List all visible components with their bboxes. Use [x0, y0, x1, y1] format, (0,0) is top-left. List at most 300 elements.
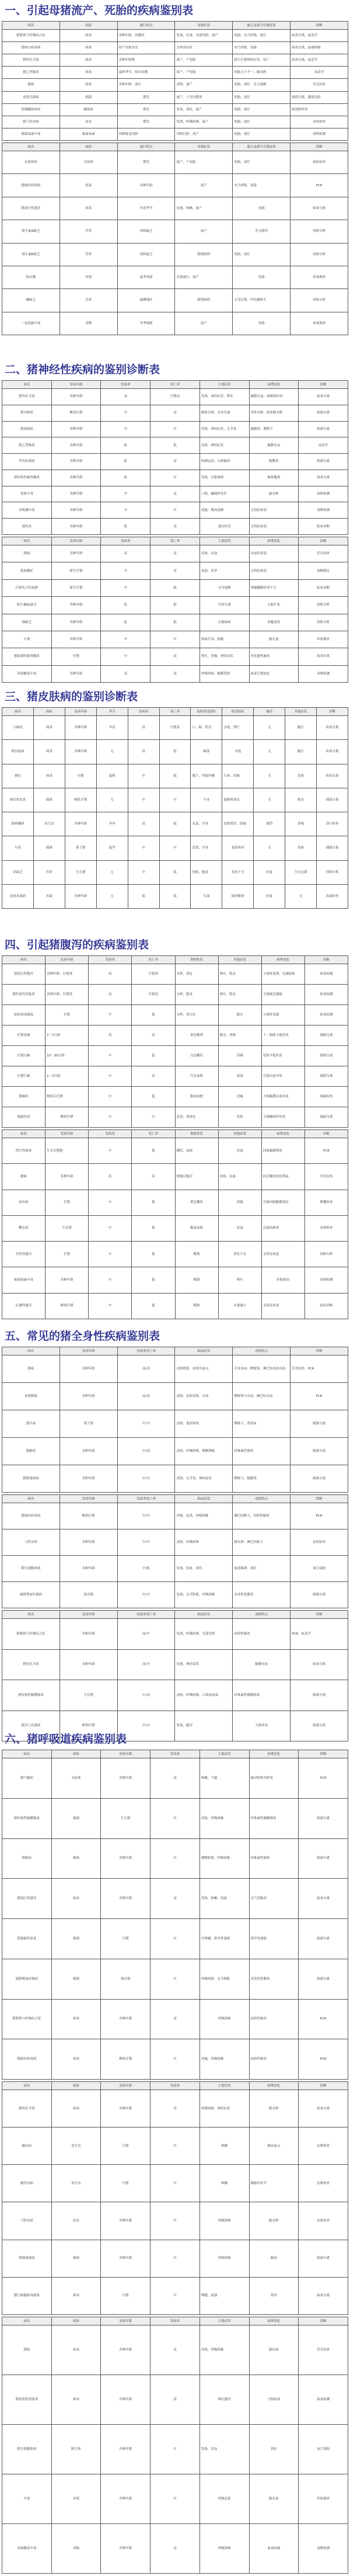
table-cell: 衣原体 [60, 151, 117, 174]
table-cell: 病毒 [51, 1999, 101, 2039]
disease-name-cell: 霉菌毒素中毒 [2, 1267, 46, 1293]
table-cell: 低 [150, 579, 200, 596]
table-cell: 1～7日龄 [46, 1025, 89, 1046]
column-header: 剖检特点 [233, 1495, 290, 1503]
table-header-row [2, 1347, 348, 1355]
table-cell: PCR [299, 1999, 348, 2039]
table-cell: 缺碘地区 [117, 289, 175, 312]
column-header: 发病年龄 [46, 956, 89, 964]
table-cell: 荧光抗体 [299, 545, 348, 562]
column-header: 发病年龄 [46, 1130, 89, 1138]
table-cell: 细菌分离 [317, 836, 348, 860]
table-cell: 冬春季节 [117, 197, 175, 220]
table-cell: 水样，黄色 [175, 964, 218, 985]
table-cell: 病毒 [51, 2277, 101, 2314]
table-cell: 无特征病变 [249, 502, 299, 519]
column-header: 主要症状 [200, 2082, 249, 2090]
table-row [2, 2524, 348, 2574]
table-cell: 细菌分离 [299, 421, 348, 437]
table-cell: 无 [96, 884, 128, 908]
table-cell: 散发 [117, 116, 175, 128]
table-row [2, 1798, 348, 1838]
table-row [2, 631, 348, 648]
table-cell: 营养 [60, 289, 117, 312]
table-cell: 中 [150, 502, 200, 519]
table-cell: 中 [150, 2202, 200, 2240]
table-cell: 贫血 [218, 1138, 261, 1164]
disease-name-cell: 猪链球菌病 [2, 2240, 52, 2277]
table-cell: 口渴，癫痫样发作 [200, 486, 249, 502]
table-cell: 中/中 [117, 1529, 175, 1556]
table-cell: 中 [101, 502, 150, 519]
table-cell: 四肢，腹部 [191, 860, 222, 884]
column-header: 发病率死亡率 [117, 1611, 175, 1619]
table-cell: 病毒分离 [299, 1879, 348, 1919]
table-row [2, 1138, 348, 1164]
disease-name-cell: 亚硝酸盐中毒 [2, 665, 52, 682]
table-cell: 剧烈 [254, 812, 285, 836]
table-cell: 大肠坏死 [233, 1711, 290, 1741]
table-cell: 仔猪 [101, 1919, 150, 1959]
table-row [2, 1005, 348, 1025]
table-cell: 高 [132, 1025, 175, 1046]
table-row [2, 579, 348, 596]
disease-name-cell: 附红细胞体病 [2, 1556, 60, 1582]
table-row [2, 1242, 348, 1267]
table-cell: 中 [101, 631, 150, 648]
table-row [2, 1556, 348, 1582]
table-cell: 细菌检查 [304, 1087, 348, 1107]
table-header-row [2, 1750, 348, 1758]
table-cell: 中 [150, 2277, 200, 2314]
table-row [2, 2325, 348, 2375]
table-cell: 高 [150, 2524, 200, 2574]
table-header-row [2, 143, 348, 151]
disease-name-cell: 仔猪红痢 [2, 1066, 46, 1087]
table-cell: 低 [132, 1267, 175, 1293]
table-cell: 血液呈酱油色 [249, 665, 299, 682]
disease-name-cell: 猪肺疫 [2, 1438, 60, 1465]
table-row [2, 405, 348, 421]
table-cell: 高热，呼吸困难 [200, 2325, 249, 2375]
disease-name-cell: 李氏杆菌病 [2, 454, 52, 470]
table-cell: 生长猪 [60, 1680, 117, 1711]
comparison-table [2, 2317, 348, 2574]
table-cell: 夏季 [96, 836, 128, 860]
table-cell: 高 [150, 1999, 200, 2039]
disease-name-cell: 猪繁殖与呼吸综合征 [2, 1619, 60, 1650]
column-header: 发病率 [150, 2082, 200, 2090]
table-cell: 低 [101, 614, 150, 631]
table-cell: 细菌 [51, 1959, 101, 1999]
table-cell: 发热，咳嗽，流产 [175, 197, 233, 220]
table-cell: 中 [89, 1293, 132, 1319]
table-cell: 高 [128, 812, 159, 836]
table-cell: 细菌分离 [304, 1066, 348, 1087]
table-cell: 新生仔猪神经症状，死亡 [233, 54, 290, 67]
table-cell: 低 [132, 1293, 175, 1319]
table-cell: 稀粪 [175, 1242, 218, 1267]
table-cell: 角化不全 [222, 860, 254, 884]
table-cell: 肝脏损伤 [261, 1267, 304, 1293]
table-row [2, 389, 348, 405]
table-cell: 黄色稀粪 [175, 1025, 218, 1046]
table-cell: 低 [159, 740, 191, 764]
disease-name-cell: 猪瘟 [2, 1164, 46, 1190]
table-header-row [2, 537, 348, 545]
table-cell: 细菌 [51, 2240, 101, 2277]
table-cell: 中 [101, 405, 150, 421]
column-header: 诊断 [290, 1347, 348, 1355]
table-cell: 中 [150, 2425, 200, 2474]
table-row [2, 2090, 348, 2127]
table-cell: 各种年龄 [65, 884, 96, 908]
disease-name-cell: 副猪嗜血杆菌病 [2, 1582, 60, 1608]
column-header: 病原 [60, 143, 117, 151]
table-cell: 各种年龄 [60, 1619, 117, 1650]
table-cell: 高 [150, 648, 200, 665]
table-cell: 中 [150, 2127, 200, 2165]
table-cell: 各种年龄，传播快 [117, 30, 175, 42]
table-cell: 中 [101, 648, 150, 665]
table-row [2, 2375, 348, 2425]
table-cell: 原虫 [60, 116, 117, 128]
table-cell: 仔猪 [101, 2277, 150, 2314]
table-cell: 胃肠卡他性炎 [261, 1046, 304, 1066]
table-cell: 各种年龄 [101, 1758, 150, 1799]
table-cell: 中 [89, 1046, 132, 1066]
table-cell: 高 [89, 1025, 132, 1046]
disease-name-cell: 链球菌病 [2, 421, 52, 437]
table-cell: 架子猪 [65, 836, 96, 860]
table-cell: 细菌 [51, 1798, 101, 1838]
column-header: 病理变化 [249, 537, 299, 545]
table-cell: 散发 [117, 151, 175, 174]
table-cell: 鼻炎 [249, 2277, 299, 2314]
table-cell: 消瘦，呼吸困难 [200, 2039, 249, 2080]
table-cell: 临床诊断 [304, 1293, 348, 1319]
table-cell: 间质性肺炎 [249, 2039, 299, 2080]
column-header: 胎儿及新生仔猪症状 [233, 22, 290, 30]
table-cell: 小肠壁变薄，充满液体 [261, 964, 304, 985]
disease-name-cell: 猪伪狂犬病 [2, 1649, 60, 1680]
disease-name-cell: 丹毒 [2, 836, 34, 860]
table-cell: 细菌 [51, 1919, 101, 1959]
disease-name-cell: 猪弓形虫病 [2, 116, 60, 128]
table-cell: 虫体检查 [290, 116, 348, 128]
table-cell: 高热，呼吸困难，咽喉肿胀 [175, 1438, 233, 1465]
table-cell: 各种年龄 [51, 614, 101, 631]
table-cell: 1～3日龄 [46, 1066, 89, 1087]
table-cell: 病毒 [33, 764, 65, 788]
table-cell: 细菌分离 [299, 405, 348, 421]
table-cell: 发热，后躯麻痹 [200, 470, 249, 486]
table-cell: 仔猪 [46, 1242, 89, 1267]
table-cell: 外阴红肿，流产 [175, 128, 233, 140]
table-cell: 冬季 [96, 812, 128, 836]
disease-name-cell: 维生素E缺乏 [2, 243, 60, 266]
table-cell: 原虫 [51, 2202, 101, 2240]
table-cell: 先天畸形 [233, 220, 290, 243]
table-cell: 虫卵检查 [304, 1215, 348, 1241]
disease-name-cell: 猪流行性感冒 [2, 197, 60, 220]
column-header: 主要症状 [200, 381, 249, 389]
table-cell: 无特征病变 [249, 519, 299, 535]
table-cell: 病毒 [60, 42, 117, 54]
table-cell: 衰弱 [218, 1066, 261, 1087]
table-header-row [2, 2082, 348, 2090]
table-cell: 高 [150, 1879, 200, 1919]
table-cell: 中 [150, 2039, 200, 2080]
table-cell: 生长猪 [65, 860, 96, 884]
section-s6 [0, 1729, 350, 2574]
disease-name-cell: 热应激 [2, 266, 60, 288]
table-cell: 病毒分离 [299, 2277, 348, 2314]
column-header: 诊断 [299, 2082, 348, 2090]
table-cell: 细菌 [33, 788, 65, 812]
disease-name-cell: 仔猪黄痢 [2, 1025, 46, 1046]
table-row [2, 1619, 348, 1650]
table-cell: 繁殖障碍 [175, 243, 233, 266]
column-header: 发病年龄 [101, 1750, 150, 1758]
table-cell: 黄色糊状 [175, 1190, 218, 1215]
table-row [2, 614, 348, 631]
disease-name-cell: 弓形虫病 [2, 2202, 52, 2240]
column-header: 死亡率 [150, 537, 200, 545]
section-title: 三、猪皮肤病的鉴别诊断表 [5, 690, 138, 703]
column-header: 临床症状 [175, 1611, 233, 1619]
table-cell: 发热，腹泻 [175, 1711, 233, 1741]
table-cell: 黄疸 [249, 2425, 299, 2474]
table-cell: 中 [128, 860, 159, 884]
table-cell: 死胎，弱仔 [233, 243, 290, 266]
table-cell: 死胎 [233, 312, 290, 335]
table-row [2, 289, 348, 312]
table-row [2, 1087, 348, 1107]
table-cell: 各种年龄 [60, 1649, 117, 1680]
disease-name-cell: 霉菌毒素中毒 [2, 128, 60, 140]
table-cell: 断奶仔猪 [46, 1293, 89, 1319]
table-cell: 各种年龄 [101, 2202, 150, 2240]
comparison-table [2, 380, 348, 535]
table-cell: 死胎 [233, 197, 290, 220]
table-cell: 中 [89, 1215, 132, 1241]
column-header: 诊断 [299, 2317, 348, 2325]
disease-name-cell: 猪传染性胸膜肺炎 [2, 1798, 52, 1838]
table-cell: 无 [96, 788, 128, 812]
disease-name-cell: 猪巨细胞病毒感染 [2, 2277, 52, 2314]
table-cell: 呼吸困难，关节肿胀 [200, 1959, 249, 1999]
section-title: 四、引起猪腹泻的疾病鉴别表 [5, 938, 149, 951]
table-row [2, 1025, 348, 1046]
column-header: 主要症状 [200, 2317, 249, 2325]
table-cell: 中 [150, 1919, 200, 1959]
column-header: 诊断 [290, 22, 348, 30]
table-cell: 流涎，肌肉震颤 [200, 502, 249, 519]
table-cell: 各种年龄 [65, 740, 96, 764]
table-cell: 十二指肠卡他性炎 [261, 1025, 304, 1046]
table-cell: 病毒 [60, 197, 117, 220]
table-cell: 中/高 [117, 1680, 175, 1711]
table-cell: 脑膜炎 [249, 454, 299, 470]
column-header: 其他症状 [218, 956, 261, 964]
table-cell: 环境调查 [299, 631, 348, 648]
table-cell: 细菌分离 [290, 1438, 348, 1465]
disease-name-cell: 猪瘟 [2, 545, 52, 562]
disease-name-cell: 应激性腹泻 [2, 1293, 46, 1319]
disease-name-cell: 猪链球菌病 [2, 1465, 60, 1493]
table-cell: 无明显症状 [175, 42, 233, 54]
table-cell: 断奶仔猪 [60, 1503, 117, 1529]
table-cell: 中 [101, 562, 150, 579]
table-cell: 高 [101, 665, 150, 682]
table-cell: 各种年龄 [101, 2375, 150, 2425]
table-row [2, 2425, 348, 2474]
table-cell: 血清学 [299, 437, 348, 454]
table-cell: 小肠绒毛萎缩 [261, 985, 304, 1005]
table-cell: 流产，产死胎 [175, 67, 233, 79]
table-row [2, 1107, 348, 1128]
table-cell: 各种年龄 [51, 486, 101, 502]
table-row [2, 964, 348, 985]
disease-name-cell: 猪水疱病 [2, 740, 34, 764]
table-cell: 恶臭，黄绿色 [175, 1107, 218, 1128]
table-cell: 高热，菱形疹块 [175, 1410, 233, 1438]
table-cell: 细菌分离 [299, 454, 348, 470]
column-header: 粪便性状 [175, 956, 218, 964]
table-cell: 病毒 [33, 740, 65, 764]
table-cell: 各种年龄 [60, 1529, 117, 1556]
table-cell: 各种年龄 [101, 2240, 150, 2277]
table-row [2, 788, 348, 812]
table-row [2, 1066, 348, 1087]
column-header: 季节 [96, 708, 128, 716]
table-cell: 病毒 [51, 1879, 101, 1919]
section-s5 [0, 1326, 350, 1741]
table-cell: 高 [89, 964, 132, 985]
column-header: 母猪症状 [175, 143, 233, 151]
table-cell: 无毛仔猪，甲状腺肿大 [233, 289, 290, 312]
table-cell: 脑膜炎，脾肿大 [249, 421, 299, 437]
table-cell: 病毒 [51, 2325, 101, 2375]
table-cell: 各种年龄猪 [117, 54, 175, 67]
table-cell: 细菌分离 [304, 1046, 348, 1066]
disease-name-cell: 增生性肠炎 [2, 1138, 46, 1164]
table-cell: 无 [96, 740, 128, 764]
disease-name-cell: 肺丝虫病 [2, 2165, 52, 2202]
table-cell: 中 [150, 1959, 200, 1999]
table-cell: 无特征病变 [261, 1293, 304, 1319]
column-header: 病理变化 [249, 2317, 299, 2325]
table-cell: 环境调查 [299, 2474, 348, 2524]
table-row [2, 562, 348, 579]
table-cell: 高/高 [117, 1383, 175, 1410]
table-cell: 病毒分离 [299, 470, 348, 486]
column-header: 发病率 [150, 2317, 200, 2325]
disease-name-cell: 猪肺疫 [2, 1838, 52, 1879]
section-s4 [0, 934, 350, 1319]
table-cell: 环境调查 [290, 266, 348, 288]
table-row [2, 740, 348, 764]
disease-name-cell: 中暑 [2, 631, 52, 648]
table-cell: 寄生虫 [51, 2165, 101, 2202]
column-header: 病变特征 [222, 708, 254, 716]
column-header: 剖检特点 [233, 1611, 290, 1619]
table-cell: 低 [132, 1005, 175, 1025]
table-row [2, 1355, 348, 1383]
table-cell: 丘疹，结痂 [222, 764, 254, 788]
table-cell: 便秘后腹泻 [175, 1164, 218, 1190]
table-cell: 无 [254, 740, 285, 764]
table-cell: 病毒分离，血清学 [290, 30, 348, 42]
table-cell: 中 [150, 421, 200, 437]
table-cell: PCR [290, 1383, 348, 1410]
table-cell: 毒物检测 [299, 502, 348, 519]
table-cell: 仔猪 [51, 648, 101, 665]
comparison-table [2, 21, 348, 141]
table-cell: 细菌 [33, 836, 65, 860]
table-cell: 打喷嚏，鼻甲骨萎缩 [200, 1919, 249, 1959]
table-cell: 盲肠结肠炎 [261, 1215, 304, 1241]
table-cell: 轻度 [254, 860, 285, 884]
table-cell: 中 [128, 836, 159, 860]
table-cell: 各种年龄 [60, 1438, 117, 1465]
column-header: 胎儿及新生仔猪症状 [233, 143, 290, 151]
table-cell: 中/低 [117, 1556, 175, 1582]
table-cell: 肺膈叶结节 [249, 2165, 299, 2202]
table-cell: 中 [101, 486, 150, 502]
table-cell: 肺水肿 [249, 2090, 299, 2127]
column-header: 其他症状 [285, 708, 317, 716]
table-cell: 各种年龄 [51, 665, 101, 682]
disease-name-cell: 鞭虫病 [2, 1215, 46, 1241]
column-header: 死亡率 [150, 381, 200, 389]
table-row [2, 67, 348, 79]
table-cell: 发热 [285, 764, 317, 788]
column-header: 发病年龄 [65, 708, 96, 716]
table-cell: 高热，出血 [200, 545, 249, 562]
table-cell: 呼吸困难 [200, 1999, 249, 2039]
table-cell: 稀粪 [175, 1293, 218, 1319]
column-header: 诊断 [304, 1130, 348, 1138]
table-cell: 全身 [191, 788, 222, 812]
table-cell: 荧光抗体，PCR [290, 1355, 348, 1383]
table-cell: 各种年龄 [51, 545, 101, 562]
column-header: 病名 [2, 2082, 52, 2090]
table-cell: 发热，呼吸困难，流产 [175, 116, 233, 128]
disease-name-cell: 猪细小病毒病 [2, 42, 60, 54]
table-cell: 饲料缺乏 [117, 220, 175, 243]
table-cell: 脑膜充血 [233, 1649, 290, 1680]
table-cell: 中/中 [117, 1503, 175, 1529]
disease-name-cell: 猪萎缩性鼻炎 [2, 1919, 52, 1959]
table-row [2, 1503, 348, 1529]
table-cell: 背部，全身 [191, 836, 222, 860]
table-cell: 中/中 [117, 1711, 175, 1741]
table-cell: 仔猪 [101, 2127, 150, 2165]
table-cell: 呕吐，脱水 [218, 964, 261, 985]
table-cell: 高 [150, 1758, 200, 1799]
column-header: 发病率 [150, 1750, 200, 1758]
column-header: 诊断 [290, 1495, 348, 1503]
table-cell: 脱水，消瘦 [218, 1025, 261, 1046]
table-row [2, 545, 348, 562]
table-cell: 高热，呼吸困难 [200, 1798, 249, 1838]
table-cell: 各种年龄 [101, 1879, 150, 1919]
table-cell: 发热，神经症状，关节炎 [200, 421, 249, 437]
section-s1 [0, 0, 350, 335]
table-cell: 中 [89, 1242, 132, 1267]
